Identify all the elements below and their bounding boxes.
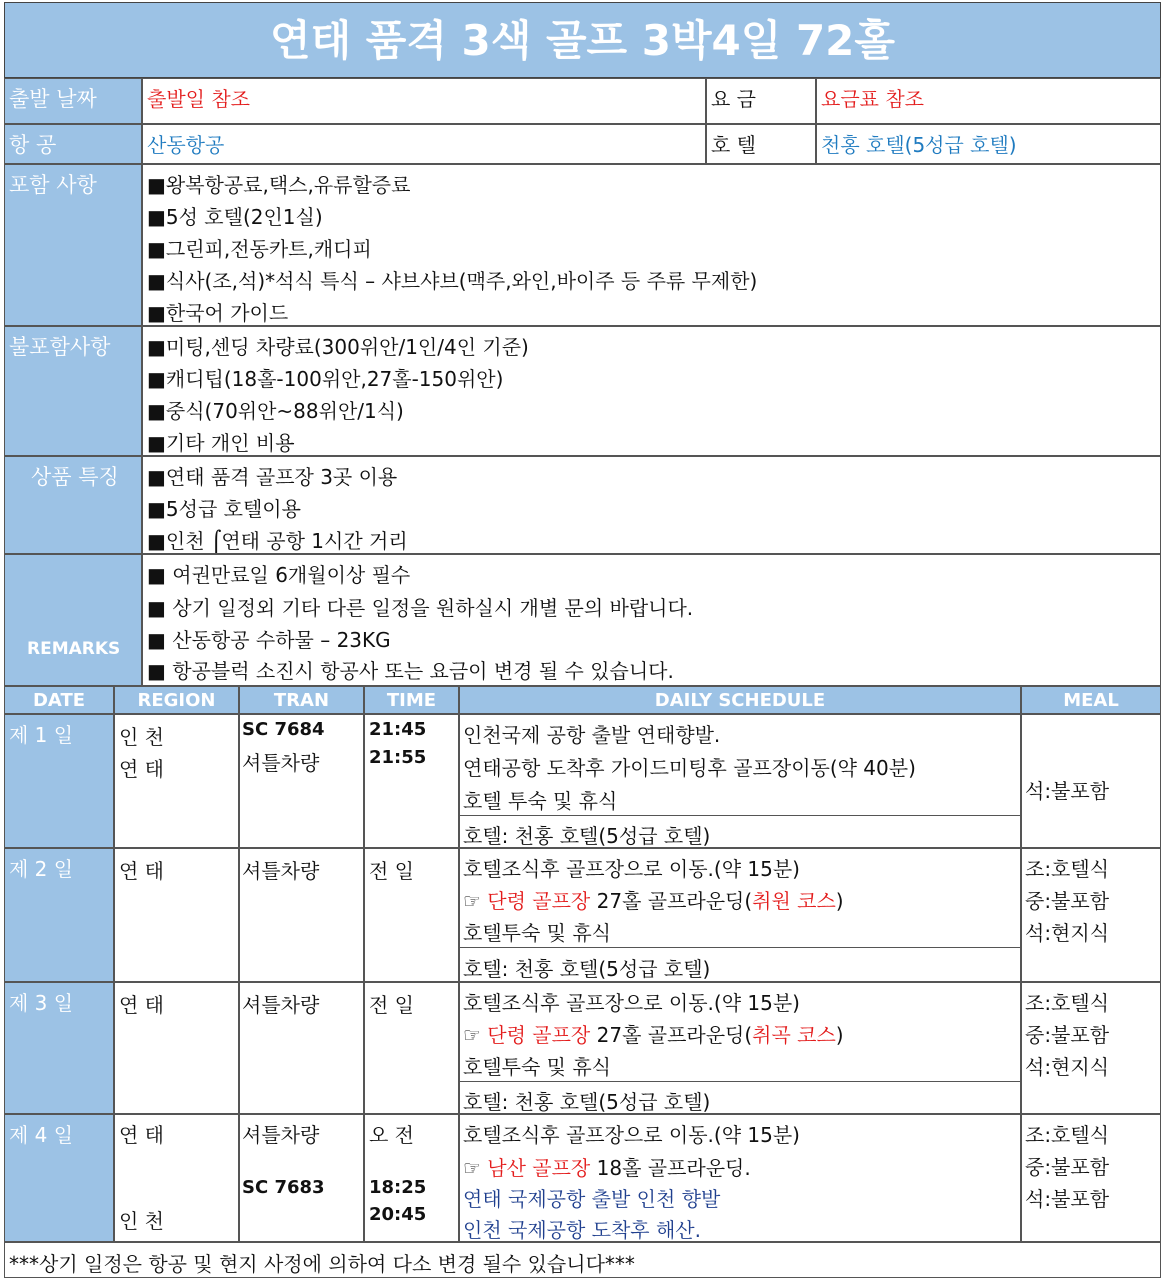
day1-tran [239,714,364,848]
depart-label: 출발 날짜 [4,78,142,124]
time-text: 21:55 [369,747,427,768]
tran-text: 셔틀차량 [242,751,320,775]
day3-meal [1021,982,1161,1114]
depart-value: 출발일 참조 [142,78,706,124]
excluded-list [142,326,1161,456]
day4-meal [1021,1114,1161,1242]
excluded-item: ■기타 개인 비용 [147,431,295,455]
meal-text: 조:호텔식 [1025,991,1110,1015]
golf-end: ) [835,889,844,913]
footer-note: ***상기 일정은 항공 및 현지 사정에 의하여 다소 변경 될수 있습니다*** [4,1242,1161,1278]
time-text: 18:25 [369,1177,427,1198]
schedule-line: 호텔조식후 골프장으로 이동.(약 15분) [463,1123,800,1147]
day1-region [114,714,239,848]
remarks-label: REMARKS [27,639,121,659]
air-value: 산동항공 [142,124,706,164]
time-text: 전 일 [369,993,414,1017]
header-meal: MEAL [1021,686,1161,714]
excluded-item: ■미팅,센딩 차량료(300위안/1인/4인 기준) [147,335,529,359]
meal-text: 석:현지식 [1025,1055,1110,1079]
header-region: REGION [114,686,239,714]
schedule-divider [460,947,1020,948]
hotel-value: 천홍 호텔(5성급 호텔) [816,124,1161,164]
day4-region [114,1114,239,1242]
hotel-line: 호텔: 천홍 호텔(5성급 호텔) [463,957,711,981]
flight-code: SC 7684 [242,719,325,740]
meal-text: 석:현지식 [1025,921,1110,945]
remarks-item: ■ 상기 일정외 기타 다른 일정을 원하실시 개별 문의 바랍니다. [147,596,694,620]
hotel-line: 호텔: 천홍 호텔(5성급 호텔) [463,1090,711,1114]
feature-item: ■연태 품격 골프장 3곳 이용 [147,465,398,489]
tran-text: 셔틀차량 [242,1123,320,1147]
schedule-line: 연태공항 도착후 가이드미팅후 골프장이동(약 40분) [463,756,916,780]
pointer-icon: ☞ [463,889,488,913]
golf-course: 단령 골프장 [487,889,591,913]
excluded-item: ■중식(70위안~88위안/1식) [147,399,404,423]
header-date: DATE [4,686,114,714]
schedule-divider [460,1081,1020,1082]
day2-tran [239,848,364,982]
remarks-item: ■ 산동항공 수하물 – 23KG [147,628,391,652]
golf-end: ) [835,1023,844,1047]
schedule-line: 호텔 투숙 및 휴식 [463,789,618,813]
golf-detail: 18홀 골프라운딩. [590,1156,751,1180]
header-time: TIME [364,686,459,714]
day3-region [114,982,239,1114]
schedule-line: 호텔조식후 골프장으로 이동.(약 15분) [463,857,800,881]
schedule-line: 인천국제 공항 출발 연태향발. [463,723,721,747]
pointer-icon: ☞ [463,1023,488,1047]
meal-text: 중:불포함 [1025,1023,1110,1047]
excluded-label: 불포함사항 [4,326,142,456]
meal-text: 조:호텔식 [1025,1123,1110,1147]
day2-schedule [459,848,1021,982]
included-list [142,164,1161,326]
region-text: 연 태 [119,757,164,781]
remarks-label-box [4,554,142,686]
schedule-line: 호텔투숙 및 휴식 [463,921,611,945]
golf-sub-course: 취곡 코스 [752,1023,836,1047]
day1-label: 제 1 일 [4,714,114,848]
day4-label: 제 4 일 [4,1114,114,1242]
day3-tran [239,982,364,1114]
included-item: ■그린피,전동카트,캐디피 [147,237,372,261]
golf-course: 단령 골프장 [487,1023,591,1047]
remarks-item: ■ 여권만료일 6개월이상 필수 [147,563,411,587]
remarks-item: ■ 항공블럭 소진시 항공사 또는 요금이 변경 될 수 있습니다. [147,659,674,683]
schedule-divider [460,815,1020,816]
page-title: 연태 품격 3색 골프 3박4일 72홀 [4,2,1161,78]
day3-schedule [459,982,1021,1114]
itinerary-sheet [2,2,1163,1278]
features-list [142,456,1161,554]
hotel-label: 호 텔 [706,124,816,164]
day3-label: 제 3 일 [4,982,114,1114]
day4-time [364,1114,459,1242]
hotel-line: 호텔: 천홍 호텔(5성급 호텔) [463,824,711,848]
tran-text: 셔틀차량 [242,993,320,1017]
day2-region [114,848,239,982]
day1-schedule [459,714,1021,848]
region-text: 연 태 [119,993,164,1017]
golf-sub-course: 취원 코스 [752,889,836,913]
time-text: 20:45 [369,1204,427,1225]
day2-label: 제 2 일 [4,848,114,982]
golf-detail: 27홀 골프라운딩( [590,1023,753,1047]
day4-schedule [459,1114,1021,1242]
golf-line [463,885,844,914]
golf-course: 남산 골프장 [487,1156,591,1180]
remarks-list [142,554,1161,686]
golf-line [463,1019,844,1048]
pointer-icon: ☞ [463,1156,488,1180]
header-tran: TRAN [239,686,364,714]
air-label: 항 공 [4,124,142,164]
day2-time [364,848,459,982]
day2-meal [1021,848,1161,982]
time-text: 오 전 [369,1123,414,1147]
feature-item: ■5성급 호텔이용 [147,497,301,521]
region-text: 인 천 [119,1209,164,1233]
day3-time [364,982,459,1114]
depart-line: 연태 국제공항 출발 인천 향발 [463,1187,721,1211]
excluded-item: ■캐디팁(18홀-100위안,27홀-150위안) [147,367,504,391]
day4-tran [239,1114,364,1242]
time-text: 21:45 [369,719,427,740]
feature-item: ■인천 ⌠연태 공항 1시간 거리 [147,529,408,553]
fee-label: 요 금 [706,78,816,124]
included-item: ■한국어 가이드 [147,301,289,325]
day1-time [364,714,459,848]
region-text: 인 천 [119,725,164,749]
meal-text: 중:불포함 [1025,1155,1110,1179]
day1-meal [1021,714,1161,848]
meal-text: 석:불포함 [1025,779,1110,803]
included-label: 포함 사항 [4,164,142,326]
included-item: ■왕복항공료,택스,유류할증료 [147,173,411,197]
meal-text: 중:불포함 [1025,889,1110,913]
golf-line [463,1152,751,1181]
time-text: 전 일 [369,859,414,883]
region-text: 연 태 [119,1123,164,1147]
header-schedule: DAILY SCHEDULE [459,686,1021,714]
included-item: ■식사(조,석)*석식 특식 – 샤브샤브(맥주,와인,바이주 등 주류 무제한) [147,269,758,293]
fee-value: 요금표 참조 [816,78,1161,124]
arrive-line: 인천 국제공항 도착후 해산. [463,1218,701,1242]
included-item: ■5성 호텔(2인1실) [147,205,323,229]
region-text: 연 태 [119,859,164,883]
schedule-line: 호텔투숙 및 휴식 [463,1055,611,1079]
meal-text: 석:불포함 [1025,1187,1110,1211]
features-label: 상품 특징 [4,456,142,554]
tran-text: 셔틀차량 [242,859,320,883]
meal-text: 조:호텔식 [1025,857,1110,881]
flight-code: SC 7683 [242,1177,325,1198]
golf-detail: 27홀 골프라운딩( [590,889,753,913]
schedule-line: 호텔조식후 골프장으로 이동.(약 15분) [463,991,800,1015]
